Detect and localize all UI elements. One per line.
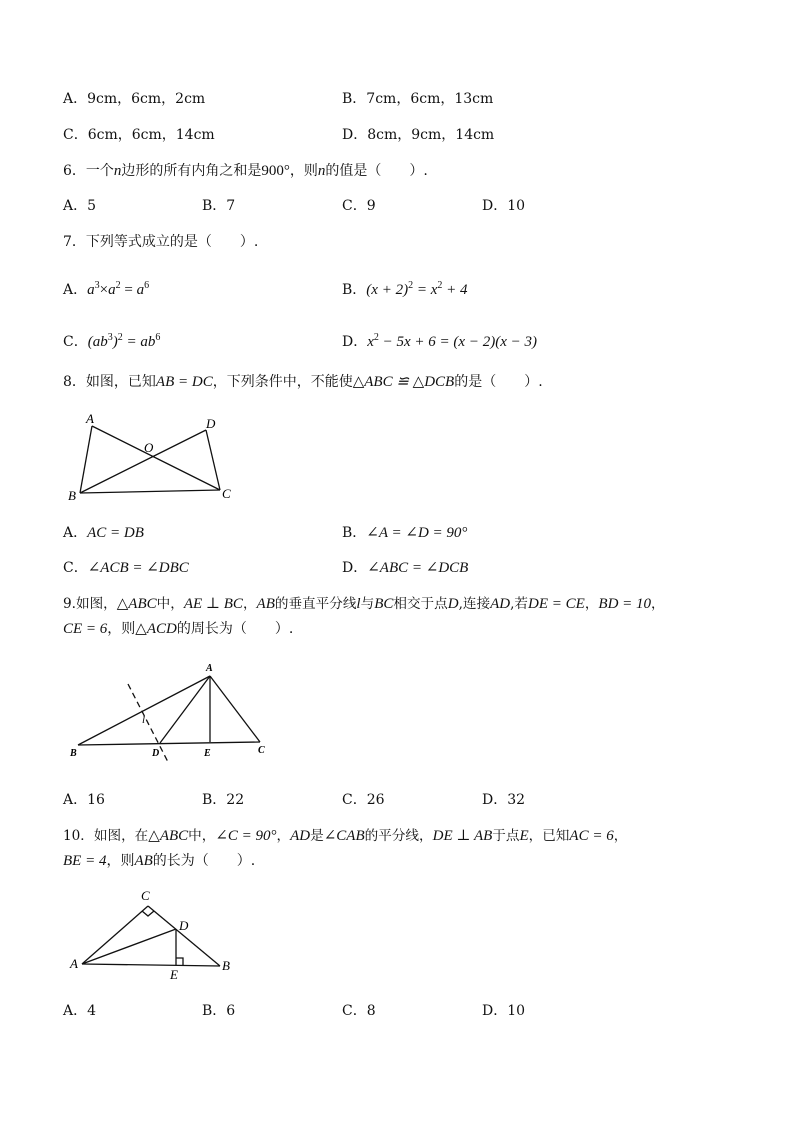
q9-option-c: C．26 — [342, 792, 385, 808]
q8-label-o: O — [144, 440, 154, 455]
q8-seg-ab — [80, 426, 92, 493]
q8-figure — [60, 408, 240, 504]
q5-option-a: A．9cm，6cm，2cm — [63, 91, 206, 107]
q8-label-b: B — [68, 488, 76, 503]
q9-stem-line2: CE = 6，则△ACD的周长为（ ）. — [63, 621, 294, 637]
q8-seg-bc — [80, 490, 220, 493]
q9-perp-bisector-l — [128, 684, 168, 762]
q9-seg-ad — [160, 676, 210, 743]
q5-option-d: D．8cm，9cm，14cm — [342, 127, 495, 143]
q8-seg-cd — [206, 430, 220, 490]
q9-label-a: A — [206, 663, 213, 674]
q9-option-a: A．16 — [63, 792, 105, 808]
q6-option-b: B．7 — [202, 198, 236, 214]
q9-option-b: B．22 — [202, 792, 245, 808]
q10-label-d: D — [179, 918, 189, 933]
q9-option-d: D．32 — [482, 792, 526, 808]
q9-label-e: E — [204, 748, 211, 759]
q10-seg-ad — [82, 929, 176, 964]
q7-option-a: A．$a^3\times a^2 = a^6$ — [63, 280, 150, 298]
q9-stem-line1: 9.如图，△ABC中，AE ⊥ BC，AB的垂直平分线l与BC相交于点D,连接AD,若DE = CE，BD = 10， — [63, 596, 665, 612]
q6-option-a: A．5 — [63, 198, 97, 214]
q8-label-c: C — [222, 486, 231, 501]
q10-stem-line1: 10．如图，在△ABC中，∠C = 90°，AD是∠CAB的平分线，DE ⊥ AB于点E，已知AC = 6， — [63, 828, 628, 844]
q6-option-c: C．9 — [342, 198, 376, 214]
q8-label-a: A — [86, 411, 94, 426]
q9-label-b: B — [70, 748, 77, 759]
q10-option-d: D．10 — [482, 1003, 526, 1019]
q10-label-e: E — [170, 967, 178, 982]
q10-label-c: C — [141, 888, 150, 903]
q8-seg-ac — [92, 426, 220, 490]
q10-right-angle-e — [176, 958, 183, 965]
q10-option-a: A．4 — [63, 1003, 97, 1019]
q6-stem: 6．一个n边形的所有内角之和是900°，则n的值是（ ）. — [63, 163, 428, 179]
q8-seg-bd — [80, 430, 206, 493]
q10-label-a: A — [70, 956, 78, 971]
q8-option-d: D．∠ABC = ∠DCB — [342, 560, 469, 576]
q6-option-d: D．10 — [482, 198, 526, 214]
q8-option-a: A．AC = DB — [63, 525, 144, 541]
q7-option-b: B．$(x + 2)^2 = x^2 + 4$ — [342, 280, 468, 298]
q10-label-b: B — [222, 958, 230, 973]
q9-label-d: D — [152, 748, 160, 759]
q9-figure — [60, 658, 280, 768]
q9-seg-ac — [210, 676, 260, 742]
q8-stem: 8．如图，已知AB = DC，下列条件中，不能使△ABC ≌ △DCB的是（ ）. — [63, 374, 543, 390]
q10-right-angle-c — [142, 911, 154, 916]
q10-figure — [60, 884, 250, 984]
q5-option-c: C．6cm，6cm，14cm — [63, 127, 215, 143]
q9-label-c: C — [258, 745, 265, 756]
q7-stem: 7．下列等式成立的是（ ）. — [63, 234, 259, 250]
q10-stem-line2: BE = 4，则AB的长为（ ）. — [63, 853, 256, 869]
q10-seg-ab — [82, 964, 220, 966]
q9-seg-bc — [78, 742, 260, 745]
q8-label-d: D — [206, 416, 216, 431]
q7-option-d: D．$x^2 - 5x + 6 = (x - 2)(x - 3)$ — [342, 332, 537, 350]
q5-option-b: B．7cm，6cm，13cm — [342, 91, 494, 107]
q9-label-l: l — [142, 714, 146, 726]
q10-option-c: C．8 — [342, 1003, 376, 1019]
q10-option-b: B．6 — [202, 1003, 236, 1019]
q8-option-c: C．∠ACB = ∠DBC — [63, 560, 189, 576]
q8-option-b: B．∠A = ∠D = 90° — [342, 525, 468, 541]
q9-seg-ab — [78, 676, 210, 745]
q10-seg-ac — [82, 906, 148, 964]
q7-option-c: C．$(ab^3)^2 = ab^6$ — [63, 332, 161, 350]
